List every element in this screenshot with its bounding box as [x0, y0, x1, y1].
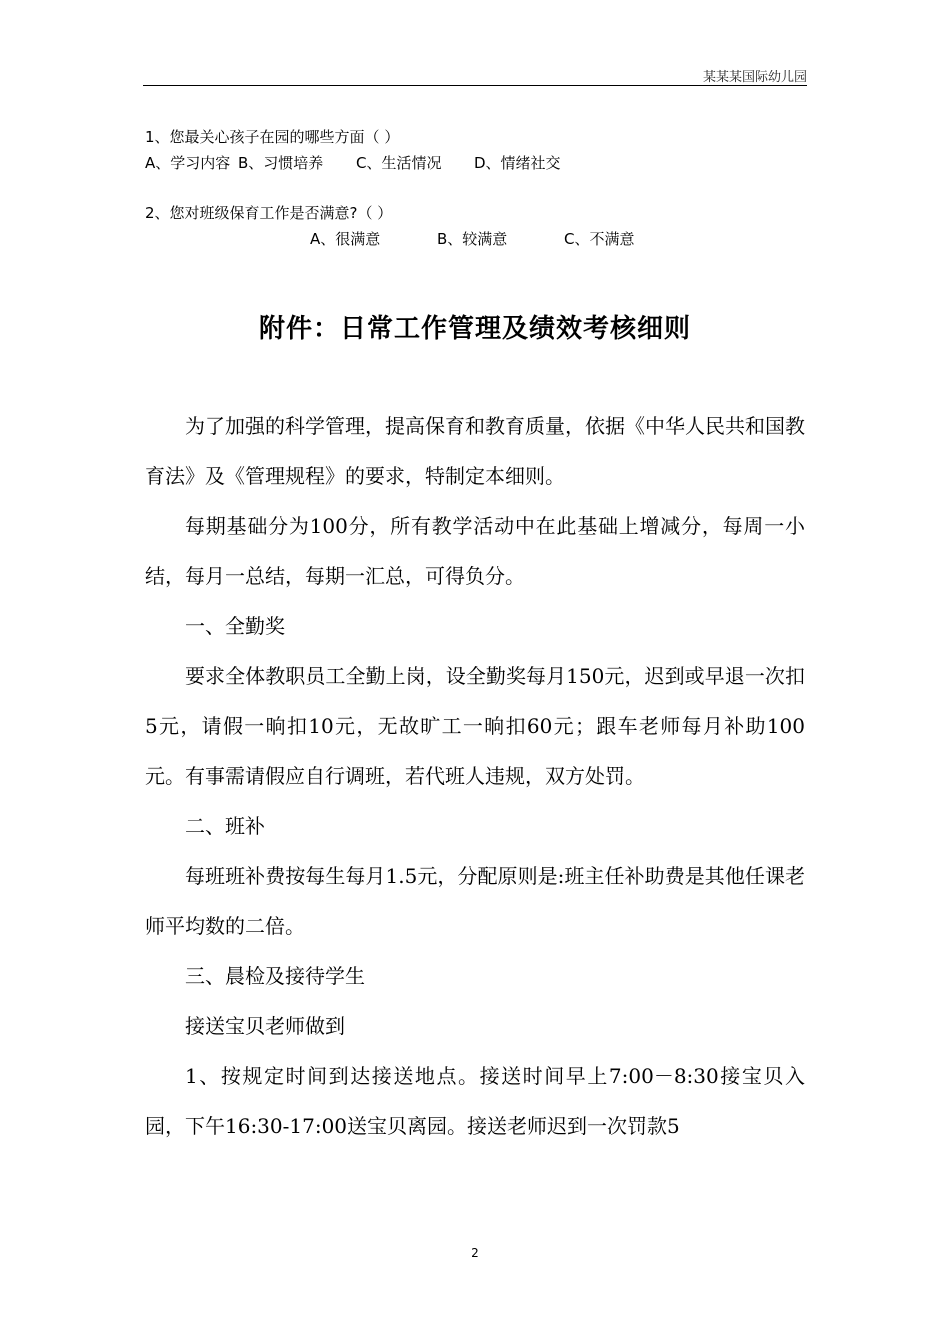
section-heading-class-subsidy: 二、班补: [185, 814, 265, 838]
survey-question-1-options: [145, 152, 561, 173]
survey-q2-option-b: B、较满意: [437, 230, 508, 248]
survey-q1-option-d: D、情绪社交: [474, 154, 561, 172]
survey-q1-option-c: C、生活情况: [356, 154, 442, 172]
paragraph-class-subsidy: 每班班补费按每生每月1.5元，分配原则是:班主任补助费是其他任课老师平均数的二倍。: [145, 864, 805, 938]
paragraph-base-score: 每期基础分为100分，所有教学活动中在此基础上增减分，每周一小结，每月一总结，每期一汇总，可得负分。: [145, 514, 805, 588]
survey-q1-option-a: A、学习内容: [145, 154, 231, 172]
paragraph-pickup-duties: 接送宝贝老师做到: [185, 1014, 345, 1038]
header-rule: [143, 85, 807, 86]
attachment-title: 附件：日常工作管理及绩效考核细则: [258, 314, 691, 344]
page-number: 2: [471, 1246, 479, 1260]
section-heading-attendance: 一、全勤奖: [185, 614, 285, 638]
paragraph-intro: 为了加强的科学管理，提高保育和教育质量，依据《中华人民共和国教育法》及《管理规程》的要求，特制定本细则。: [145, 414, 805, 488]
paragraph-pickup-rule-1: 1、按规定时间到达接送地点。接送时间早上7:00－8:30接宝贝入园，下午16:30-17:00送宝贝离园。接送老师迟到一次罚款5: [145, 1064, 805, 1138]
header-org-name: 某某某国际幼儿园: [702, 70, 807, 85]
attachment-body: [145, 401, 805, 1151]
survey-q2-option-a: A、很满意: [310, 230, 381, 248]
survey-question-2-options: [310, 228, 634, 249]
survey-question-1: 1、您最关心孩子在园的哪些方面（ ）: [145, 128, 400, 146]
survey-q2-option-c: C、不满意: [564, 230, 635, 248]
survey-q1-option-b: B、习惯培养: [238, 154, 324, 172]
section-heading-morning-check: 三、晨检及接待学生: [185, 964, 365, 988]
paragraph-attendance: 要求全体教职员工全勤上岗，设全勤奖每月150元，迟到或早退一次扣5元，请假一晌扣10元，无故旷工一晌扣60元；跟车老师每月补助100元。有事需请假应自行调班，若代班人违规，双方处罚。: [145, 664, 805, 788]
survey-question-2: 2、您对班级保育工作是否满意?（ ）: [145, 204, 393, 222]
